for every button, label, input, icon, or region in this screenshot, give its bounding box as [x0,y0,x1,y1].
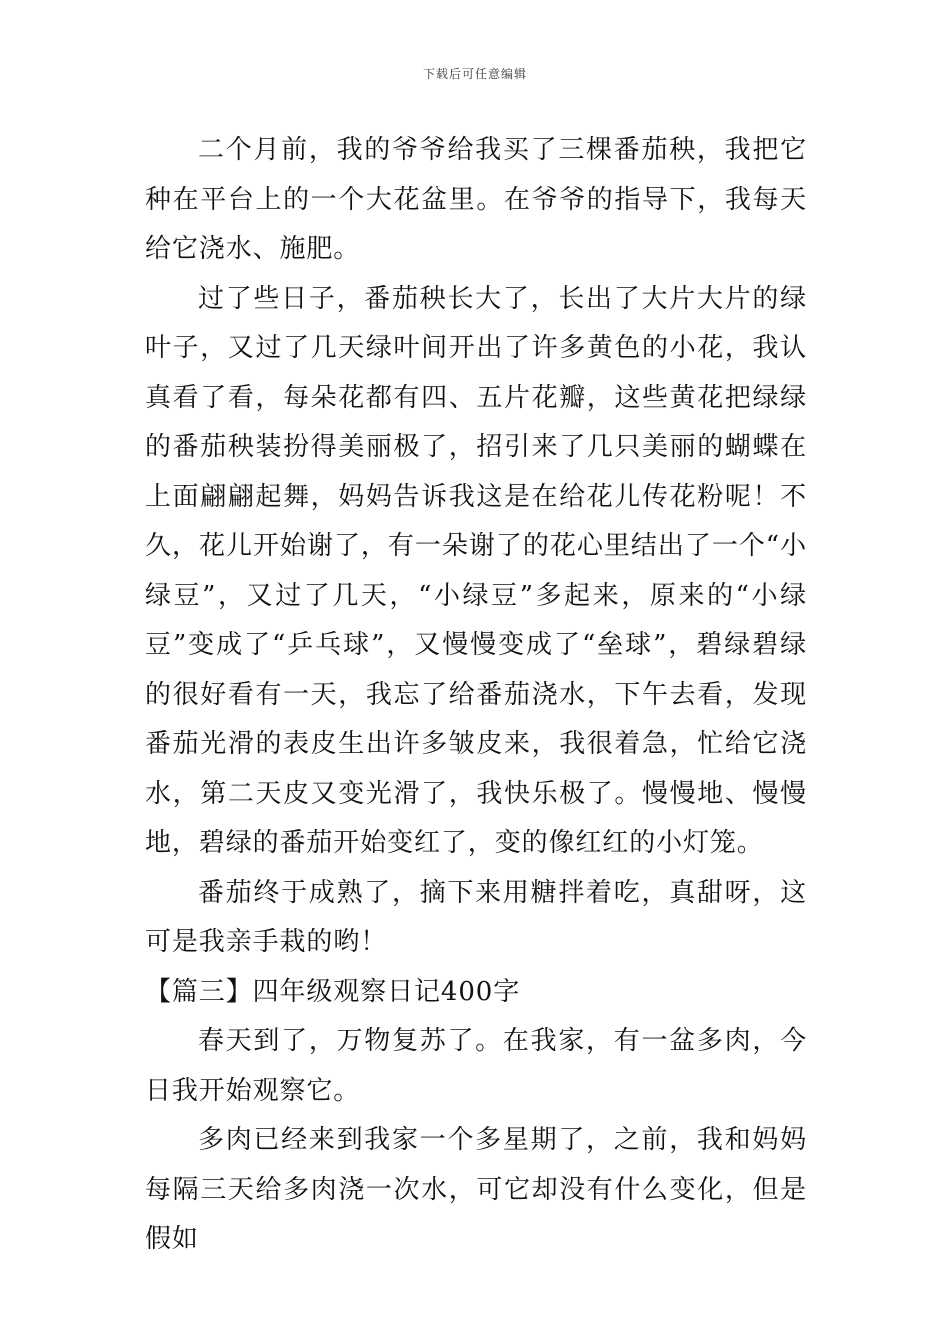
paragraph: 春天到了，万物复苏了。在我家，有一盆多肉，今日我开始观察它。 [145,1026,807,1106]
paragraph: 番茄终于成熟了，摘下来用糖拌着吃，真甜呀，这可是我亲手栽的哟！ [145,877,807,957]
paragraph: 二个月前，我的爷爷给我买了三棵番茄秧，我把它种在平台上的一个大花盆里。在爷爷的指导下，我每天给它浇水、施肥。 [145,135,807,264]
paragraph: 过了些日子，番茄秧长大了，长出了大片大片的绿叶子，又过了几天绿叶间开出了许多黄色的小花，我认真看了看，每朵花都有四、五片花瓣，这些黄花把绿绿的番茄秧装扮得美丽极了，招引来了几只美丽的蝴蝶在上面翩翩起舞，妈妈告诉我这是在给花儿传花粉呢！不久，花儿开始谢了，有一朵谢了的花心里结出了一个“小绿豆”，又过了几天，“小绿豆”多起来，原来的“小绿豆”变成了“乒乓球”，又慢慢变成了“垒球”，碧绿碧绿的很好看有一天，我忘了给番茄浇水，下午去看，发现番茄光滑的表皮生出许多皱皮来，我很着急，忙给它浇水，第二天皮又变光滑了，我快乐极了。慢慢地、慢慢地，碧绿的番茄开始变红了，变的像红红的小灯笼。 [145,283,807,858]
page-header: 下载后可任意编辑 [422,67,527,81]
section-title: 【篇三】四年级观察日记400字 [145,976,521,1007]
document-body [145,126,807,1265]
paragraph: 多肉已经来到我家一个多星期了，之前，我和妈妈每隔三天给多肉浇一次水，可它却没有什么变化，但是假如 [145,1125,807,1254]
